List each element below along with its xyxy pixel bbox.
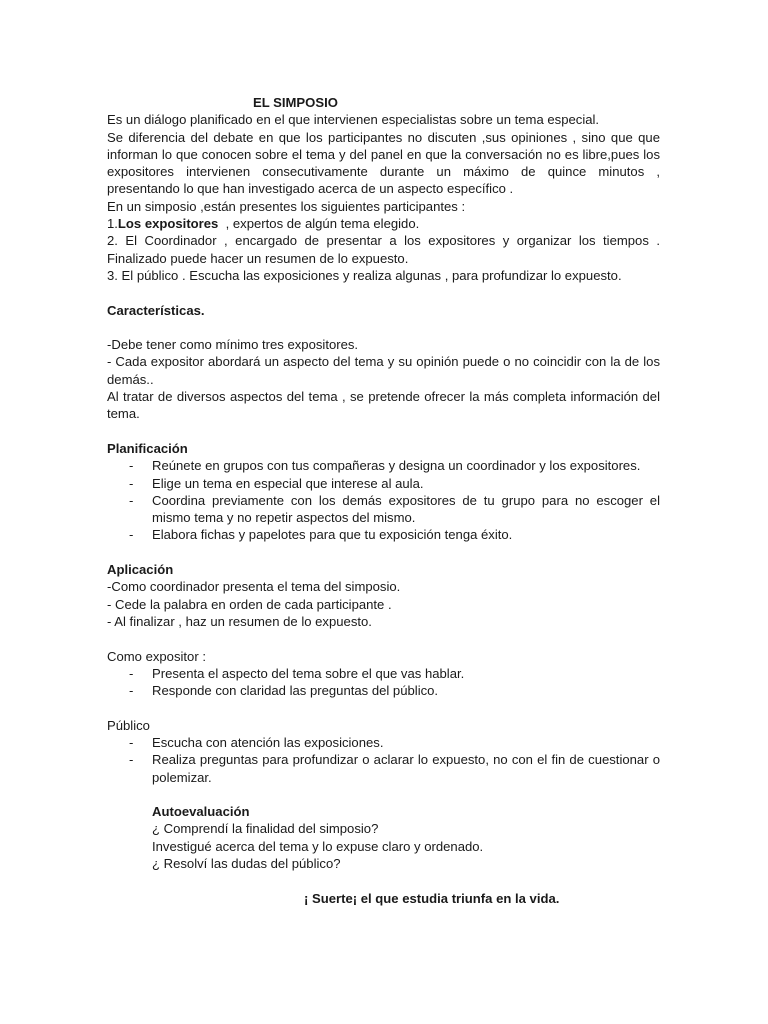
intro-difference: Se diferencia del debate en que los participantes no discuten ,sus opiniones , sino que que informan lo que conocen sobre el tema y del panel en que la conversación no es libre,pues los expositores intervienen consecutivamente durante un máximo de quince minutos , presentando lo que han investigado acerca de un aspecto específico . [107,129,660,197]
aplicacion-line: -Como coordinador presenta el tema del simposio. [107,579,401,595]
participant-3: 3. El público . Escucha las exposiciones y realiza algunas , para profundizar lo expuesto. [107,267,622,283]
publico-heading: Público [107,717,150,733]
publico-list [107,734,660,786]
list-item: - Elabora fichas y papelotes para que tu exposición tenga éxito. [107,526,660,543]
aplicacion-line: - Al finalizar , haz un resumen de lo expuesto. [107,613,372,629]
aplicacion-heading: Aplicación [107,562,174,578]
list-item: - Reúnete en grupos con tus compañeras y designa un coordinador y los expositores. [107,457,660,474]
autoevaluacion-question: ¿ Comprendí la finalidad del simposio? [152,821,379,837]
autoevaluacion-question: Investigué acerca del tema y lo expuse claro y ordenado. [152,838,484,854]
list-item: - Coordina previamente con los demás expositores de tu grupo para no escoger el mismo tema y no repetir aspectos del mismo. [107,492,660,527]
participant-2: 2. El Coordinador , encargado de presentar a los expositores y organizar los tiempos . Finalizado puede hacer un resumen de lo expuesto. [107,233,660,266]
list-item: - Elige un tema en especial que interese al aula. [107,475,660,492]
list-item: - Realiza preguntas para profundizar o aclarar lo expuesto, no con el fin de cuestionar o polemizar. [107,751,660,786]
caracteristica-line: -Debe tener como mínimo tres expositores. [107,337,359,353]
participant-1-number: 1. [107,216,118,232]
planificacion-heading: Planificación [107,440,188,456]
caracteristica-line: - Cada expositor abordará un aspecto del tema y su opinión puede o no coincidir con la de los demás.. [107,354,660,387]
caracteristica-line: Al tratar de diversos aspectos del tema , se pretende ofrecer la más completa información del tema. [107,389,660,422]
expositor-heading: Como expositor : [107,648,206,664]
aplicacion-line: - Cede la palabra en orden de cada participante . [107,596,392,612]
autoevaluacion-block [107,803,660,872]
list-item: - Responde con claridad las preguntas del público. [107,682,660,699]
document-page [107,94,660,907]
participant-1-description: , expertos de algún tema elegido. [218,216,420,232]
closing-message: ¡ Suerte¡ el que estudia triunfa en la vida. [304,890,560,906]
autoevaluacion-question: ¿ Resolví las dudas del público? [152,856,341,872]
planificacion-list [107,457,660,543]
list-item: - Escucha con atención las exposiciones. [107,734,660,751]
intro-participants-lead: En un simposio ,están presentes los siguientes participantes : [107,198,466,214]
caracteristicas-heading: Características. [107,302,205,318]
expositor-list [107,665,660,700]
document-title: EL SIMPOSIO [253,95,338,110]
autoevaluacion-heading: Autoevaluación [152,804,250,820]
intro-definition: Es un diálogo planificado en el que intervienen especialistas sobre un tema especial. [107,112,600,128]
participant-1 [107,215,660,232]
list-item: - Presenta el aspecto del tema sobre el que vas hablar. [107,665,660,682]
participant-1-role: Los expositores [117,216,219,232]
